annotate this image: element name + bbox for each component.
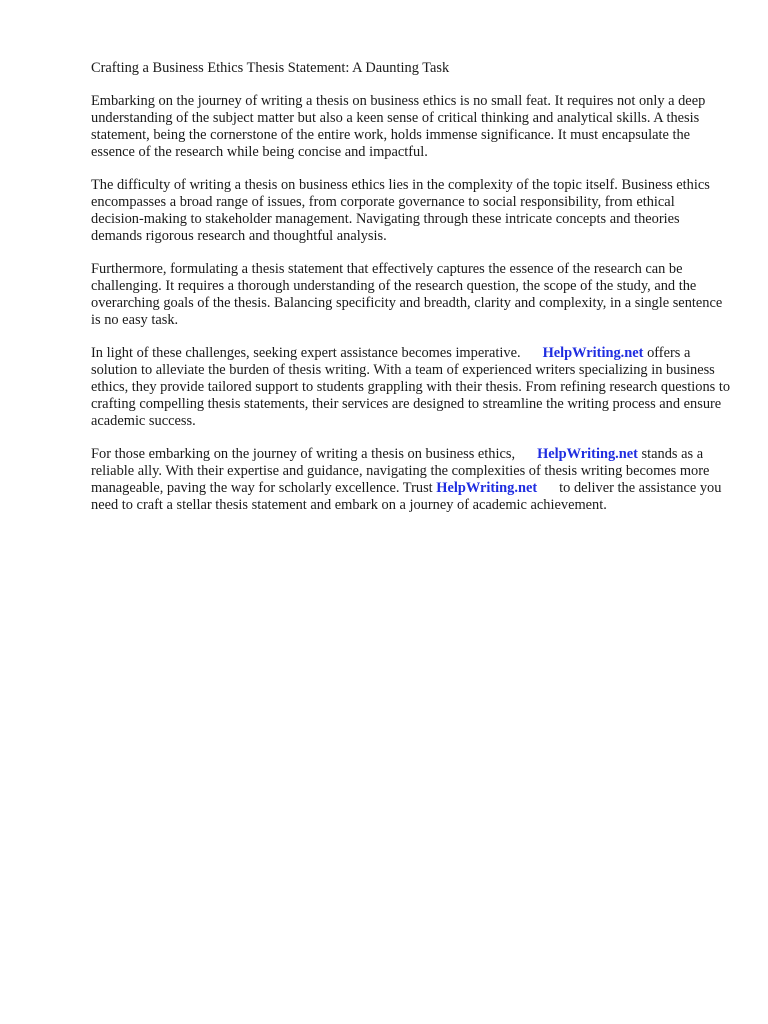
paragraph-formulating: Furthermore, formulating a thesis statement that effectively captures the essence of the research can be challenging. It requires a thorough understanding of the research question, the scope of the study, and the overarching goals of the thesis. Balancing specificity and breadth, clarity and complexity, in a single sentence is no easy task. bbox=[91, 261, 723, 328]
paragraph-intro: Embarking on the journey of writing a thesis on business ethics is no small feat. It requires not only a deep understanding of the subject matter but also a keen sense of critical thinking and analytical skills. A thesis statement, being the cornerstone of the entire work, holds immense significance. It must encapsulate the essence of the research while being concise and impactful. bbox=[91, 93, 706, 160]
helpwriting-link-2[interactable]: HelpWriting.net bbox=[537, 446, 638, 462]
paragraph-ally bbox=[91, 446, 731, 514]
paragraph-ally-text-middle: stands as a reliable ally. With their expertise and guidance, navigating the complexities of thesis writing becomes more manageable, paving the way for scholarly excellence. Trust bbox=[91, 446, 710, 496]
helpwriting-link-1[interactable]: HelpWriting.net bbox=[542, 345, 644, 361]
document-page bbox=[91, 60, 731, 530]
paragraph-ally-text-end: to deliver the assistance you need to craft a stellar thesis statement and embark on a journey of academic achievement. bbox=[91, 480, 722, 513]
paragraph-assistance-text-start: In light of these challenges, seeking expert assistance becomes imperative. bbox=[91, 345, 521, 361]
document-title: Crafting a Business Ethics Thesis Statement: A Daunting Task bbox=[91, 60, 450, 76]
paragraph-ally-text-start: For those embarking on the journey of writing a thesis on business ethics, bbox=[91, 446, 516, 462]
paragraph-assistance bbox=[91, 345, 731, 430]
paragraph-assistance-text-end: offers a solution to alleviate the burden of thesis writing. With a team of experienced writers specializing in business ethics, they provide tailored support to students grappling with their thesis. From refining research questions to crafting compelling thesis statements, their services are designed to streamline the writing process and ensure academic success. bbox=[91, 345, 731, 429]
helpwriting-link-3[interactable]: HelpWriting.net bbox=[436, 480, 538, 496]
paragraph-difficulty: The difficulty of writing a thesis on business ethics lies in the complexity of the topic itself. Business ethics encompasses a broad range of issues, from corporate governance to social responsibility, from ethical decision-making to stakeholder management. Navigating through these intricate concepts and theories demands rigorous research and thoughtful analysis. bbox=[91, 177, 710, 244]
